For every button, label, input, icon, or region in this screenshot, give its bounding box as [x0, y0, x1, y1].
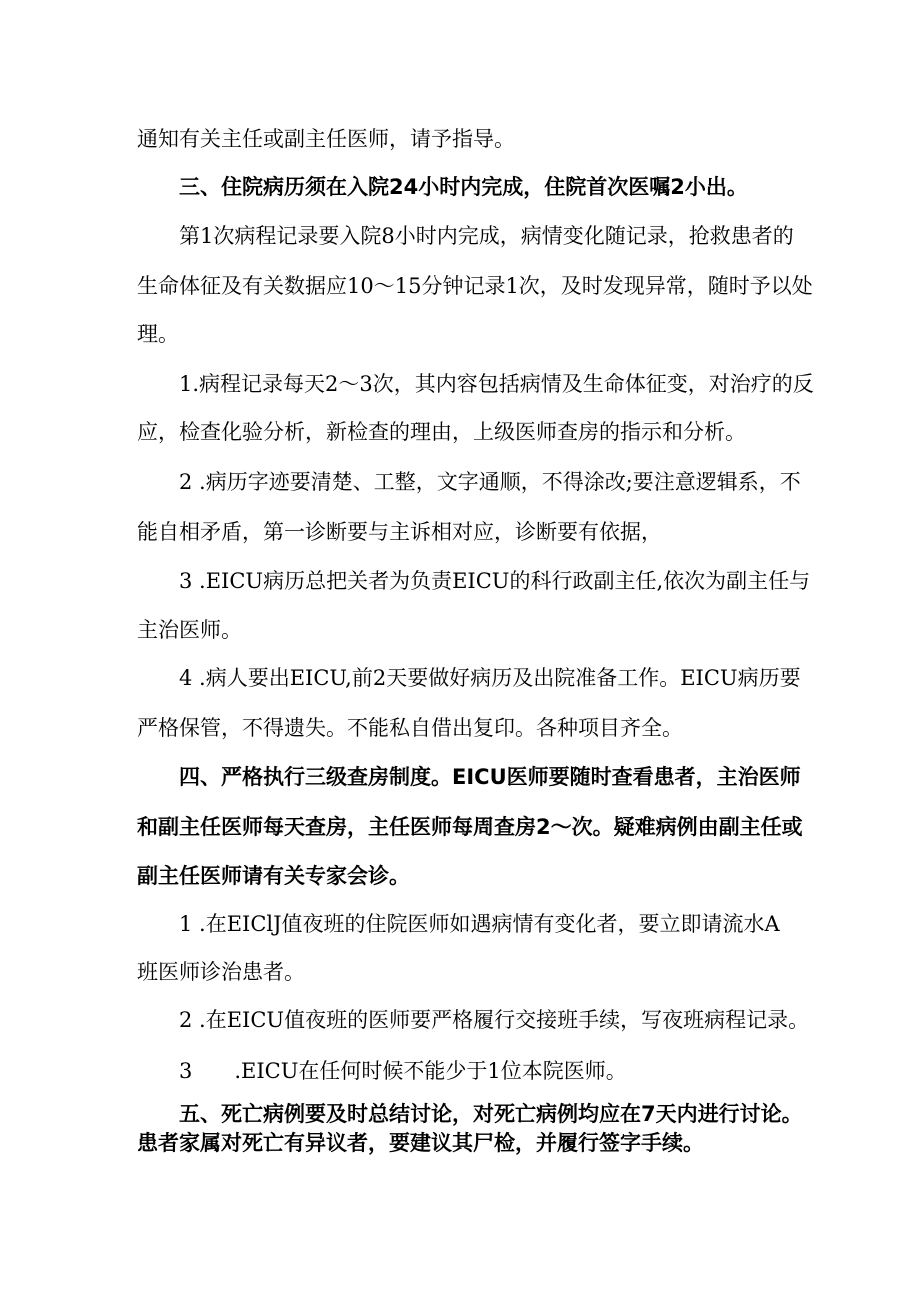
text-line: 3 .EICU病历总把关者为负责EICU的科行政副主任,依次为副主任与 — [179, 569, 811, 593]
text-line: 严格保管，不得遗失。不能私自借出复印。各种项目齐全。 — [137, 716, 683, 740]
text-line: 4 .病人要出EICU,前2天要做好病历及出院准备工作。EICU病历要 — [179, 666, 801, 690]
text-line: 能自相矛盾，第一诊断要与主诉相对应，诊断要有依据， — [137, 520, 662, 544]
text-line: 应，检查化验分析，新检查的理由，上级医师查房的指示和分析。 — [137, 420, 746, 444]
text-line: 主治医师。 — [137, 618, 242, 642]
text-line: 1.病程记录每天2～3次，其内容包括病情及生命体征变，对治疗的反 — [179, 372, 814, 396]
section-heading-4-cont: 和副主任医师每天查房，主任医师每周查房2～次。疑难病例由副主任或 — [137, 815, 803, 839]
section-heading-5: 五、死亡病例要及时总结讨论，对死亡病例均应在7天内进行讨论。 — [179, 1102, 803, 1126]
text-line: 通知有关主任或副主任医师，请予指导。 — [137, 127, 515, 151]
text-line: 理。 — [137, 322, 179, 346]
text-line: 2 .病历字迹要清楚、工整，文字通顺，不得涂改;要注意逻辑系，不 — [179, 470, 801, 494]
text-line: 1 .在EIClJ值夜班的住院医师如遇病情有变化者，要立即请流水A — [179, 912, 780, 936]
text-line: 第1次病程记录要入院8小时内完成，病情变化随记录，抢救患者的 — [179, 224, 794, 248]
section-heading-5-cont: 患者家属对死亡有异议者，要建议其尸检，并履行签字手续。 — [137, 1131, 704, 1155]
section-heading-4: 四、严格执行三级查房制度。EICU医师要随时查看患者，主治医师 — [179, 765, 801, 789]
text-line: 生命体征及有关数据应10～15分钟记录1次，及时发现异常，随时予以处 — [137, 274, 813, 298]
text-line: 3 .EICU在任何时候不能少于1位本院医师。 — [179, 1059, 627, 1083]
text-line: 2 .在EICU值夜班的医师要严格履行交接班手续，写夜班病程记录。 — [179, 1008, 810, 1032]
text-line: 班医师诊治患者。 — [137, 960, 305, 984]
section-heading-3: 三、住院病历须在入院24小时内完成，住院首次医嘱2小出。 — [179, 175, 748, 199]
section-heading-4-cont: 副主任医师请有关专家会诊。 — [137, 864, 410, 888]
